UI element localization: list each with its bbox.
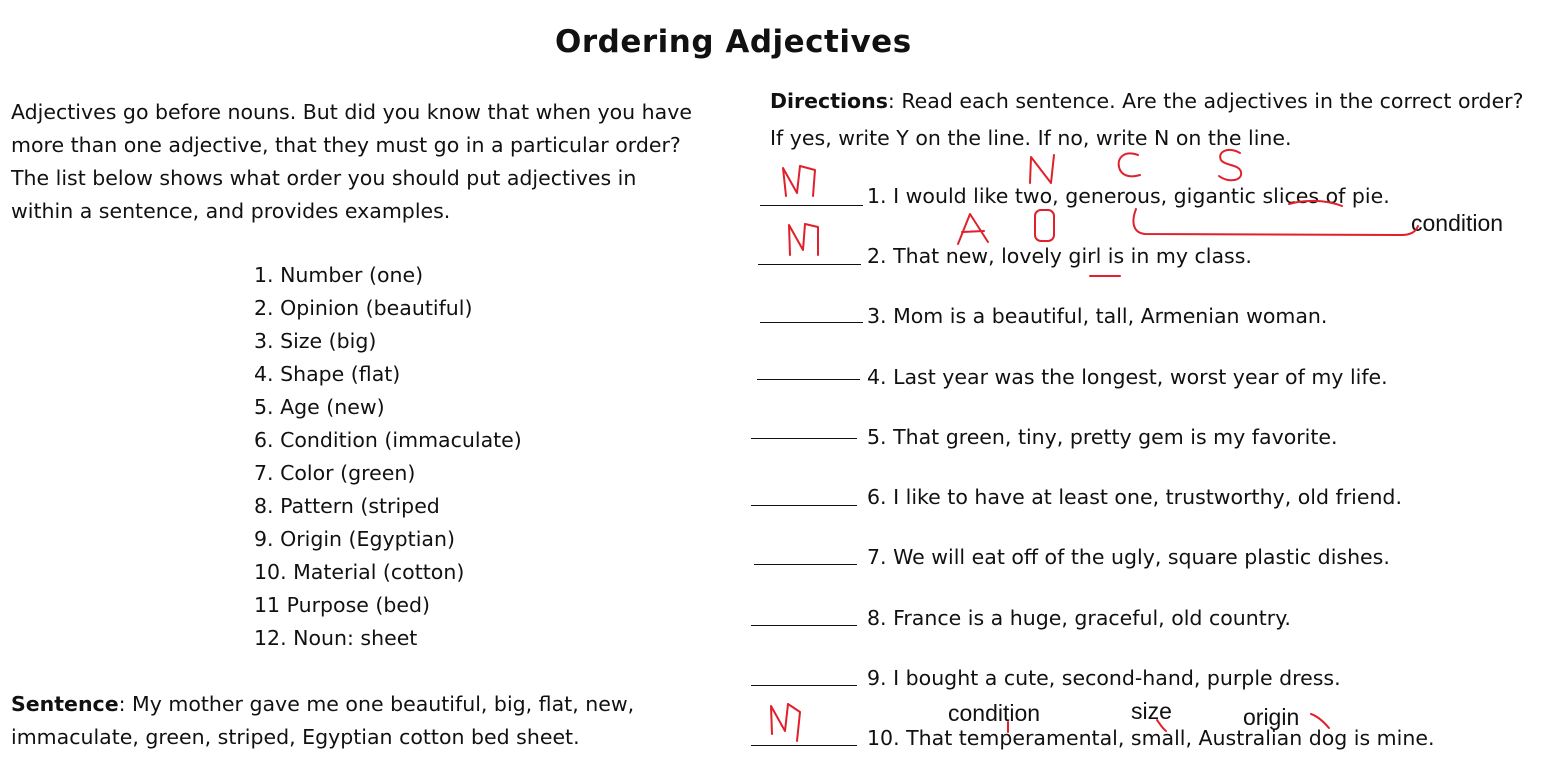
directions-text: If yes, write Y on the line. If no, write N on the line.: [770, 126, 1292, 150]
handwritten-n-mark: [771, 704, 788, 734]
handwritten-tick: [1157, 720, 1166, 731]
sentence-label: Sentence: [11, 692, 119, 716]
question-10: 10. That temperamental, small, Australian dog is mine.: [867, 726, 1435, 750]
list-item: 10. Material (cotton): [254, 560, 465, 584]
list-item: 1. Number (one): [254, 263, 424, 287]
handwritten-n-mark: [1030, 155, 1054, 183]
list-item: 8. Pattern (striped: [254, 494, 440, 518]
handwritten-tick: [1311, 714, 1329, 728]
list-item: 4. Shape (flat): [254, 362, 401, 386]
annotation-condition: condition: [948, 700, 1041, 726]
handwritten-n-mark: [800, 166, 815, 196]
list-item: 7. Color (green): [254, 461, 416, 485]
list-item: 11 Purpose (bed): [254, 593, 431, 617]
directions-label: Directions: [770, 89, 888, 113]
question-7: 7. We will eat off of the ugly, square plastic dishes.: [867, 545, 1390, 569]
handwritten-n-mark: [789, 224, 805, 255]
question-1: 1. I would like two, generous, gigantic slices of pie.: [867, 184, 1390, 208]
list-item: 2. Opinion (beautiful): [254, 296, 473, 320]
list-item: 12. Noun: sheet: [254, 626, 418, 650]
list-item: 3. Size (big): [254, 329, 377, 353]
question-2: 2. That new, lovely girl is in my class.: [867, 244, 1252, 268]
list-item: 5. Age (new): [254, 395, 385, 419]
handwritten-bracket: [1133, 209, 1418, 235]
question-4: 4. Last year was the longest, worst year of my life.: [867, 365, 1388, 389]
handwritten-a-mark: [958, 214, 988, 244]
handwritten-o-mark: [1035, 210, 1054, 241]
page-title: Ordering Adjectives: [555, 24, 912, 60]
sentence-text: : My mother gave me one beautiful, big, flat, new,: [118, 692, 635, 716]
annotation-condition: condition: [1411, 210, 1504, 236]
list-item: 6. Condition (immaculate): [254, 428, 522, 452]
question-9: 9. I bought a cute, second-hand, purple dress.: [867, 666, 1341, 690]
directions-text: : Read each sentence. Are the adjectives in the correct order?: [887, 89, 1524, 113]
question-3: 3. Mom is a beautiful, tall, Armenian woman.: [867, 304, 1328, 328]
question-5: 5. That green, tiny, pretty gem is my favorite.: [867, 425, 1338, 449]
intro-line: more than one adjective, that they must go in a particular order?: [11, 133, 681, 157]
question-8: 8. France is a huge, graceful, old country.: [867, 606, 1291, 630]
handwritten-n-mark: [783, 166, 800, 196]
annotation-origin: origin: [1243, 704, 1300, 730]
intro-line: The list below shows what order you should put adjectives in: [11, 166, 637, 190]
handwritten-c-mark: [1119, 153, 1140, 176]
handwritten-n-mark: [805, 224, 818, 255]
question-6: 6. I like to have at least one, trustworthy, old friend.: [867, 485, 1402, 509]
sentence-text: immaculate, green, striped, Egyptian cotton bed sheet.: [11, 725, 580, 749]
intro-line: Adjectives go before nouns. But did you know that when you have: [11, 100, 692, 124]
handwritten-n-mark: [788, 704, 800, 741]
handwritten-a-mark: [962, 231, 984, 232]
intro-line: within a sentence, and provides examples.: [11, 199, 451, 223]
annotation-size: size: [1131, 698, 1172, 724]
handwritten-underline: [1289, 201, 1342, 206]
list-item: 9. Origin (Egyptian): [254, 527, 455, 551]
handwritten-s-mark: [1219, 150, 1241, 180]
